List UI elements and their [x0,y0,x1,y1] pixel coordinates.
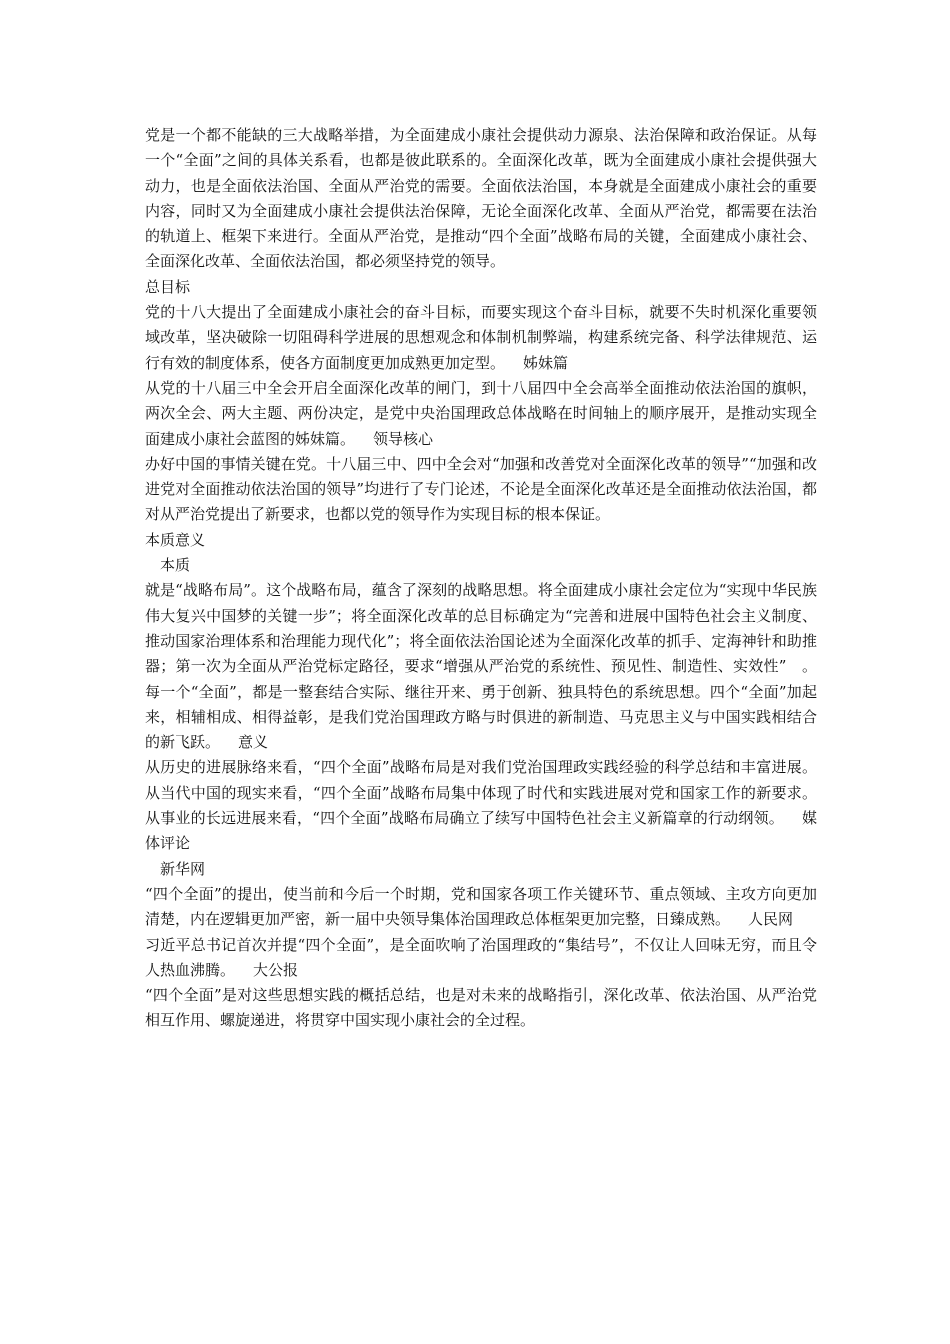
heading-media-comments: 媒体评论 [145,809,817,853]
paragraph-leadership-core [145,452,817,528]
paragraph-text: 习近平总书记首次并提“四个全面”，是全面吹响了治国理政的“集结号”，不仅让人回味无穷，而且令人热血沸腾。 [145,935,817,979]
heading-meaning: 意义 [238,733,269,752]
paragraph-three-strategies [145,123,817,275]
paragraph-text: 党是一个都不能缺的三大战略举措，为全面建成小康社会提供动力源泉、法治保障和政治保证。从每一个“全面”之间的具体关系看，也都是彼此联系的。全面深化改革，既为全面建成小康社会提供强大动力，也是全面依法治国、全面从严治党的需要。全面依法治国，本身就是全面建成小康社会的重要内容，同时又为全面建成小康社会提供法治保障，无论全面深化改革、全面从严治党，都需要在法治的轨道上、框架下来进行。全面从严治党，是推动“四个全面”战略布局的关键，全面建成小康社会、全面深化改革、全面依法治国，都必须坚持党的领导。 [145,126,817,271]
heading-essence-meaning: 本质意义 [145,530,206,549]
paragraph-overall-goal [145,300,817,376]
paragraph-text: “四个全面”的提出，使当前和今后一个时期，党和国家各项工作关键环节、重点领域、主攻方向更加清楚，内在逻辑更加严密，新一届中央领导集体治国理政总体框架更加完整，日臻成熟。 [145,884,817,929]
paragraph-text: 党的十八大提出了全面建成小康社会的奋斗目标，而要实现这个奋斗目标，就要不失时机深化重要领域改革，坚决破除一切阻碍科学进展的思想观念和体制机制弊端，构建系统完备、科学法律规范、运行有效的制度体系，使各方面制度更加成熟更加定型。 [145,303,817,372]
document-body [145,123,817,1034]
paragraph-essence [145,578,817,755]
paragraph-text: 从历史的进展脉络来看，“四个全面”战略布局是对我们党治国理政实践经验的科学总结和丰富进展。从当代中国的现实来看，“四个全面”战略布局集中体现了时代和实践进展对党和国家工作的新要求。从事业的长远进展来看，“四个全面”战略布局确立了续写中国特色社会主义新篇章的行动纲领。 [145,758,817,828]
paragraph-meaning [145,755,817,856]
paragraph-text: 办好中国的事情关键在党。十八届三中、四中全会对“加强和改善党对全面深化改革的领导”“加强和改进党对全面推动依法治国的领导”均进行了专门论述，不论是全面深化改革还是全面推动依法治国，都对从严治党提出了新要求，也都以党的领导作为实现目标的根本保证。 [145,454,817,524]
paragraph-text: 就是“战略布局”。这个战略布局，蕴含了深刻的战略思想。将全面建成小康社会定位为“实现中华民族伟大复兴中国梦的关键一步”；将全面深化改革的总目标确定为“完善和进展中国特色社会主义制度、推动国家治理体系和治理能力现代化”；将全面依法治国论述为全面深化改革的抓手、定海神针和助推器；第一次为全面从严治党标定路径，要求“增强从严治党的系统性、预见性、制造性、实效性” 。每一个“全面”，都是一整套结合实际、继往开来、勇于创新、独具特色的系统思想。四个“全面”加起来，相辅相成、相得益彰，是我们党治国理政方略与时俱进的新制造、马克思主义与中国实践相结合的新飞跃。 [145,581,817,752]
heading-essence: 本质 [160,556,191,575]
heading-sister-piece: 姊妹篇 [523,353,569,372]
paragraph-peoples-daily [145,933,817,984]
paragraph-text: “四个全面”是对这些思想实践的概括总结，也是对未来的战略指引，深化改革、依法治国、从严治党相互作用、螺旋递进，将贯穿中国实现小康社会的全过程。 [145,986,817,1030]
heading-leadership-core: 领导核心 [373,429,434,448]
heading-overall-goal: 总目标 [145,277,191,296]
heading-ta-kung-pao: 大公报 [253,960,299,979]
paragraph-ta-kung-pao [145,983,817,1034]
paragraph-sister-piece [145,376,817,452]
heading-xinhua: 新华网 [160,859,206,878]
paragraph-xinhua [145,882,817,933]
paragraph-text: 从党的十八届三中全会开启全面深化改革的闸门，到十八届四中全会高举全面推动依法治国的旗帜，两次全会、两大主题、两份决定，是党中央治国理政总体战略在时间轴上的顺序展开，是推动实现全面建成小康社会蓝图的姊妹篇。 [145,378,817,448]
heading-peoples-daily: 人民网 [748,910,794,929]
